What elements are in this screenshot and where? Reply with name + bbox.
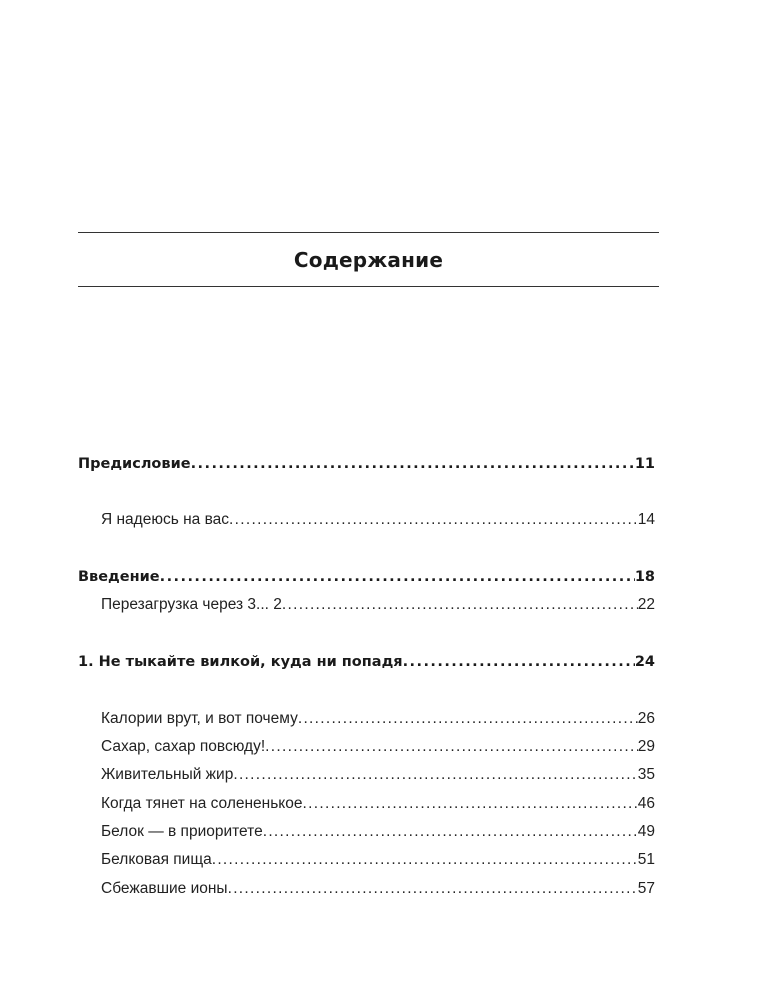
dot-leader	[212, 849, 638, 871]
rule-top	[78, 232, 659, 233]
dot-leader	[191, 453, 635, 475]
toc-entry-title: 1. Не тыкайте вилкой, куда ни попадя	[78, 654, 403, 670]
toc-entry-main[interactable]	[78, 566, 655, 588]
toc-entry-page: 18	[634, 569, 655, 585]
toc-entry-title: Введение	[78, 569, 160, 585]
toc-entry-sub[interactable]	[101, 793, 655, 815]
dot-leader	[303, 793, 638, 815]
toc-entry-sub[interactable]	[101, 821, 655, 843]
toc-entry-page: 35	[637, 766, 655, 783]
toc-entry-page: 26	[637, 710, 655, 727]
toc-heading: Содержание	[293, 248, 444, 272]
toc-entry-main[interactable]	[78, 651, 655, 673]
toc-entry-sub[interactable]	[101, 849, 655, 871]
dot-leader	[403, 651, 635, 673]
toc-entry-main[interactable]	[78, 453, 655, 475]
toc-entry-title: Живительный жир	[101, 766, 234, 783]
toc-entry-title: Калории врут, и вот почему	[101, 710, 298, 727]
toc-entry-page: 14	[637, 511, 655, 528]
toc-entry-title: Я надеюсь на вас	[101, 511, 230, 528]
toc-entry-sub[interactable]	[101, 878, 655, 900]
toc-entry-page: 51	[637, 851, 655, 868]
toc-entry-title: Белок — в приоритете	[101, 823, 263, 840]
toc-entry-page: 11	[634, 456, 655, 472]
dot-leader	[265, 736, 638, 758]
toc-entry-sub[interactable]	[101, 764, 655, 786]
toc-entry-title: Белковая пища	[101, 851, 212, 868]
toc-entry-title: Сахар, сахар повсюду!	[101, 738, 266, 755]
toc-entry-title: Перезагрузка через 3... 2	[101, 596, 282, 613]
dot-leader	[298, 708, 638, 730]
toc-entry-title: Когда тянет на солененькое	[101, 795, 303, 812]
toc-entry-title: Сбежавшие ионы	[101, 880, 228, 897]
toc-entry-title: Предисловие	[78, 456, 191, 472]
dot-leader	[263, 821, 638, 843]
dot-leader	[228, 878, 638, 900]
dot-leader	[233, 764, 637, 786]
rule-bottom	[78, 286, 659, 287]
toc-entry-page: 46	[637, 795, 655, 812]
toc-entry-sub[interactable]	[101, 708, 655, 730]
toc-entry-page: 49	[637, 823, 655, 840]
toc-entry-page: 57	[637, 880, 655, 897]
toc-entry-sub[interactable]	[101, 594, 655, 616]
dot-leader	[229, 509, 638, 531]
toc-entry-page: 29	[637, 738, 655, 755]
toc-entry-sub[interactable]	[101, 736, 655, 758]
toc-entry-sub[interactable]	[101, 509, 655, 531]
dot-leader	[282, 594, 638, 616]
toc-entry-page: 22	[637, 596, 655, 613]
toc-entry-page: 24	[634, 654, 655, 670]
dot-leader	[160, 566, 635, 588]
